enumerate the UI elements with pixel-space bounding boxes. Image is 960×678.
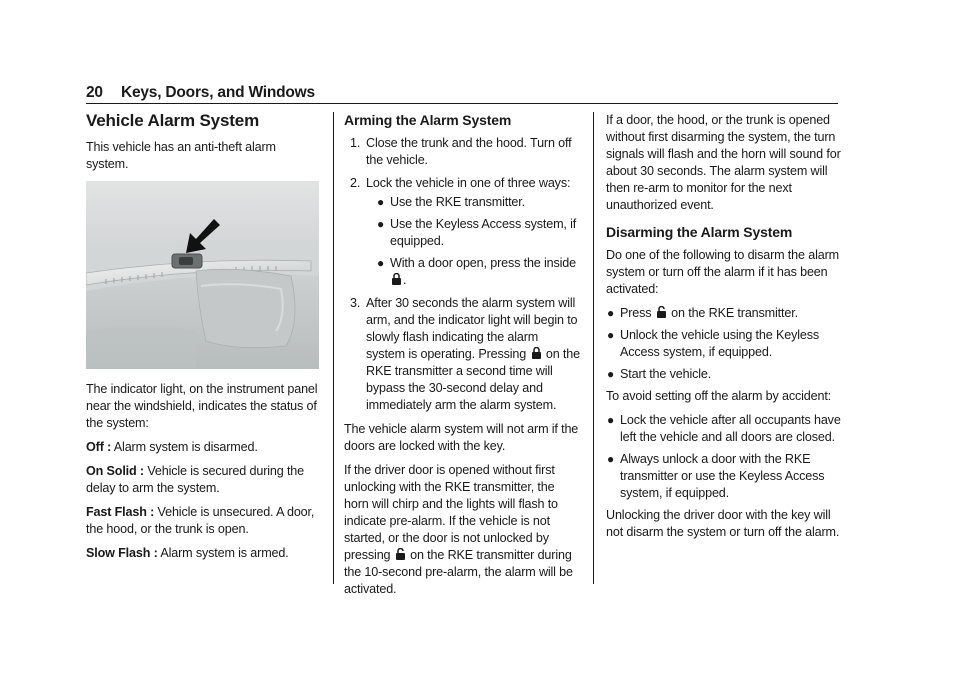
section-heading: Vehicle Alarm System [86,111,260,130]
disarm-intro-paragraph: Do one of the following to disarm the alarm system or turn off the alarm if it has been activated: [606,248,839,296]
state-on-solid [86,463,321,497]
step-text-cont: on the RKE transmitter a second time will bypass the 30-second delay and immediately arm the alarm system. [366,347,580,412]
bullet-icon: ● [377,256,385,270]
unlock-button-icon [395,548,406,561]
step-text: Lock the vehicle in one of three ways: [366,176,571,190]
lock-button-icon [391,273,402,286]
paragraph-text-cont: on the RKE transmitter during the 10-second pre-alarm, the alarm will be activated. [344,548,573,596]
bullet-text: Use the Keyless Access system, if equipped. [390,217,577,248]
lock-methods-list [366,194,580,289]
pre-alarm-paragraph [344,462,580,598]
state-off [86,439,321,456]
column-3 [606,112,844,548]
column-divider [333,112,334,584]
paragraph-text: If the driver door is opened without first unlocking with the RKE transmitter, the horn will chirp and the lights will flash to indicate pre-alarm. If the vehicle is not started, or the door is not unlocked by pressing [344,463,558,562]
bullet-text: Lock the vehicle after all occupants have left the vehicle and all doors are closed. [620,413,841,444]
alarm-trigger-paragraph: If a door, the hood, or the trunk is opened without first disarming the system, the turn signals will flash and the horn will sound for about 30 seconds. The alarm system will then re-arm to monitor for the next unauthorized event. [606,113,841,212]
bullet-icon: ● [607,413,615,427]
state-term: Fast Flash : [86,505,155,519]
door-panel-photo [86,181,319,369]
list-item [606,327,844,361]
bullet-icon: ● [607,367,615,381]
column-1 [86,112,321,569]
indicator-paragraph: The indicator light, on the instrument panel near the windshield, indicates the status of the system: [86,382,318,430]
avoid-alarm-paragraph: To avoid setting off the alarm by accident: [606,389,832,403]
bullet-text: Always unlock a door with the RKE transmitter or use the Keyless Access system, if equipped. [620,452,825,500]
list-item [344,295,580,414]
disarm-list [606,305,844,383]
state-term: Slow Flash : [86,546,158,560]
state-desc: Alarm system is armed. [160,546,289,560]
state-desc: Vehicle is secured during the delay to arm the system. [86,464,304,495]
state-fast-flash [86,504,321,538]
step-number: 2. [350,176,361,190]
header-rule [86,103,838,104]
bullet-text: Press [620,306,652,320]
state-desc: Alarm system is disarmed. [113,440,258,454]
step-text: Close the trunk and the hood. Turn off the vehicle. [366,136,572,167]
step-text: After 30 seconds the alarm system will arm, and the indicator light will begin to slowly flash indicating the alarm system is operating. Pressing [366,296,578,361]
bullet-icon: ● [607,328,615,342]
state-term: Off : [86,440,112,454]
column-2 [344,112,580,605]
bullet-text-end: . [403,273,407,287]
key-lock-paragraph: The vehicle alarm system will not arm if the doors are locked with the key. [344,422,579,453]
list-item [606,366,844,383]
list-item [344,175,580,289]
bullet-icon: ● [377,195,385,209]
list-item [606,451,844,502]
step-number: 3. [350,296,361,310]
door-panel-illustration [86,181,319,369]
page-header [86,84,315,102]
state-slow-flash [86,545,321,562]
bullet-icon: ● [377,217,385,231]
state-term: On Solid : [86,464,144,478]
bullet-text: Start the vehicle. [620,367,712,381]
section-title: Keys, Doors, and Windows [120,84,315,101]
list-item [606,305,844,322]
avoid-alarm-list [606,412,844,502]
unlock-button-icon [656,306,667,319]
lock-button-icon [531,347,542,360]
state-desc: Vehicle is unsecured. A door, the hood, or the trunk is open. [86,505,315,536]
page-number: 20 [86,84,103,101]
bullet-text: Use the RKE transmitter. [390,195,525,209]
step-number: 1. [350,136,361,150]
bullet-icon: ● [607,306,615,320]
section-heading: Disarming the Alarm System [606,224,793,240]
key-unlock-paragraph: Unlocking the driver door with the key will not disarm the system or turn off the alarm. [606,508,840,539]
list-item [606,412,844,446]
intro-paragraph: This vehicle has an anti-theft alarm system. [86,140,276,171]
section-heading: Arming the Alarm System [344,112,512,128]
arming-steps [344,135,580,414]
list-item [376,255,580,289]
list-item [376,194,580,211]
bullet-icon: ● [607,452,615,466]
bullet-text-cont: on the RKE transmitter. [671,306,798,320]
column-divider [593,112,594,584]
list-item [344,135,580,169]
bullet-text: With a door open, press the inside [390,256,577,270]
list-item [376,216,580,250]
bullet-text: Unlock the vehicle using the Keyless Access system, if equipped. [620,328,820,359]
